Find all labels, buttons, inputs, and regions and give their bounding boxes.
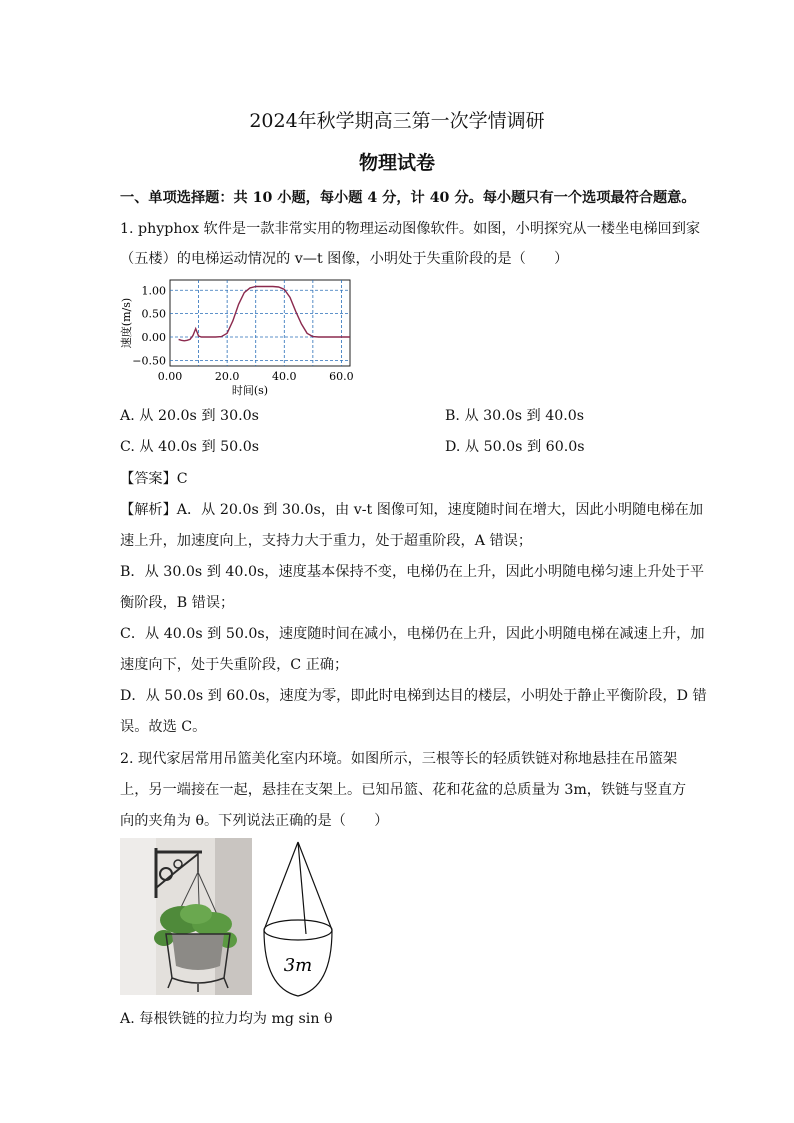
- q1-analysis-line-1: 【解析】A．从 20.0s 到 30.0s，由 v-t 图像可知，速度随时间在增大，因此小明随电梯在加: [120, 502, 704, 518]
- hanging-basket-photo: [120, 838, 252, 995]
- q1-option-b: B. 从 30.0s 到 40.0s: [445, 408, 585, 424]
- x-tick-label: 0.00: [157, 370, 183, 383]
- q1-option-a: A. 从 20.0s 到 30.0s: [120, 408, 259, 424]
- q2-line-3: 向的夹角为 θ。下列说法正确的是（ ）: [120, 813, 389, 829]
- y-axis-label: 速度(m/s): [120, 297, 133, 349]
- q1-line-1: 1. phyphox 软件是一款非常实用的物理运动图像软件。如图，小明探究从一楼坐电梯回到家: [120, 221, 701, 237]
- x-tick-label: 60.0: [329, 370, 354, 383]
- q1-answer: 【答案】C: [120, 471, 188, 487]
- velocity-time-chart: [118, 270, 358, 398]
- q1-analysis-line-8: 误。故选 C。: [120, 719, 207, 735]
- basket-force-diagram: [258, 838, 338, 998]
- q1-analysis-line-3: B．从 30.0s 到 40.0s，速度基本保持不变，电梯仍在上升，因此小明随电梯匀速上升处于平: [120, 564, 705, 580]
- q2-line-1: 2. 现代家居常用吊篮美化室内环境。如图所示，三根等长的轻质铁链对称地悬挂在吊篮架: [120, 751, 678, 767]
- mass-label: 3m: [283, 955, 313, 976]
- y-tick-label: 0.00: [141, 331, 166, 345]
- q2-line-2: 上，另一端接在一起，悬挂在支架上。已知吊篮、花和花盆的总质量为 3m，铁链与竖直方: [120, 782, 687, 798]
- y-tick-label: −0.50: [132, 354, 166, 368]
- q1-analysis-line-7: D．从 50.0s 到 60.0s，速度为零，即此时电梯到达目的楼层，小明处于静止平衡阶段，D 错: [120, 688, 707, 704]
- q1-analysis-line-5: C．从 40.0s 到 50.0s，速度随时间在减小，电梯仍在上升，因此小明随电梯在减速上升，加: [120, 626, 705, 642]
- x-tick-label: 40.0: [272, 370, 297, 383]
- x-tick-label: 20.0: [214, 370, 240, 383]
- q1-option-d: D. 从 50.0s 到 60.0s: [445, 439, 585, 455]
- x-axis-label: 时间(s): [231, 384, 269, 397]
- q1-analysis-line-6: 速度向下，处于失重阶段，C 正确；: [120, 657, 349, 673]
- section-heading: 一、单项选择题：共 10 小题，每小题 4 分，计 40 分。每小题只有一个选项最符合题意。: [120, 190, 696, 206]
- plot-frame: [170, 280, 350, 366]
- q1-analysis-line-4: 衡阶段，B 错误；: [120, 595, 235, 611]
- exam-title: 2024年秋学期高三第一次学情调研: [249, 110, 545, 132]
- q1-analysis-line-2: 速上升，加速度向上，支持力大于重力，处于超重阶段，A 错误；: [120, 533, 533, 549]
- q1-option-c: C. 从 40.0s 到 50.0s: [120, 439, 260, 455]
- q2-option-a: A. 每根铁链的拉力均为 mg sin θ: [120, 1011, 333, 1027]
- velocity-series-line: [179, 287, 350, 341]
- q1-line-2: （五楼）的电梯运动情况的 v—t 图像，小明处于失重阶段的是（ ）: [120, 251, 569, 267]
- y-tick-label: 1.00: [141, 284, 166, 298]
- y-tick-label: 0.50: [141, 307, 166, 321]
- exam-subtitle: 物理试卷: [358, 152, 435, 174]
